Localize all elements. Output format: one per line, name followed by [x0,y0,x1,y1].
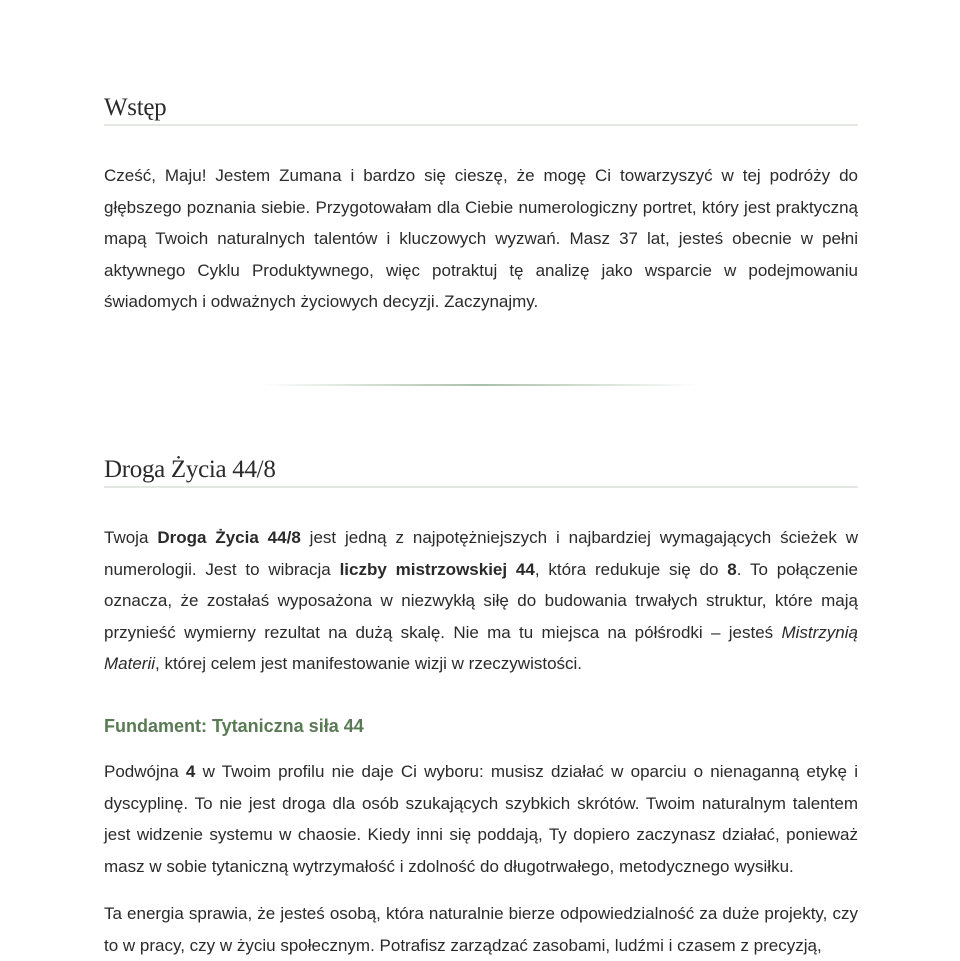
life-path-paragraph-2: Podwójna 4 w Twoim profilu nie daje Ci wyboru: musisz działać w oparciu o nienaganną etykę i dyscyplinę. To nie jest droga dla osób szukających szybkich skrótów. Twoim naturalnym talentem jest widzenie systemu w chaosie. Kiedy inni się poddają, Ty dopiero zaczynasz działać, ponieważ masz w sobie tytaniczną wytrzymałość i zdolność do długotrwałego, metodycznego wysiłku. [104,762,859,876]
double-four-number: 4 [185,762,196,781]
life-path-paragraph-1: Twoja Droga Życia 44/8 jest jedną z najpotężniejszych i najbardziej wymagających ścieżek w numerologii. Jest to wibracja liczby mistrzowskiej 44, która redukuje się do 8. To połączenie oznacza, że zostałaś wyposażona w niezwykłą siłę do budowania trwałych struktur, które mają przynieść wymierny rezultat na dużą skalę. Nie ma tu miejsca na półśrodki – jesteś Mistrzynią Materii, której celem jest manifestowanie wizji w rzeczywistości. [104,528,858,673]
section-divider [260,384,700,386]
master-number-term: liczby mistrzowskiej 44 [339,559,535,579]
reduced-number: 8 [727,559,737,579]
intro-paragraph: Cześć, Maju! Jestem Zumana i bardzo się cieszę, że mogę Ci towarzyszyć w tej podróży do głębszego poznania siebie. Przygotowałam dla Ciebie numerologiczny portret, który jest praktyczną mapą Twoich naturalnych talentów i kluczowych wyzwań. Masz 37 lat, jesteś obecnie w pełni aktywnego Cyklu Produktywnego, więc potraktuj tę analizę jako wsparcie w podejmowaniu świadomych i odważnych życiowych decyzji. Zaczynajmy. [104,166,858,311]
foundation-subheading: Fundament: Tytaniczna siła 44 [104,716,364,736]
life-path-heading: Droga Życia 44/8 [104,456,276,483]
life-path-paragraph-3: Ta energia sprawia, że jesteś osobą, która naturalnie bierze odpowiedzialność za duże projekty, czy to w pracy, czy w życiu społecznym. Potrafisz zarządzać zasobami, ludźmi i czasem z precyzją, [104,904,858,955]
life-path-heading-rule [104,486,858,488]
intro-heading: Wstęp [104,94,167,121]
master-title: Mistrzynią Materii [104,622,858,673]
intro-heading-rule [104,124,858,126]
life-path-term: Droga Życia 44/8 [157,528,301,547]
